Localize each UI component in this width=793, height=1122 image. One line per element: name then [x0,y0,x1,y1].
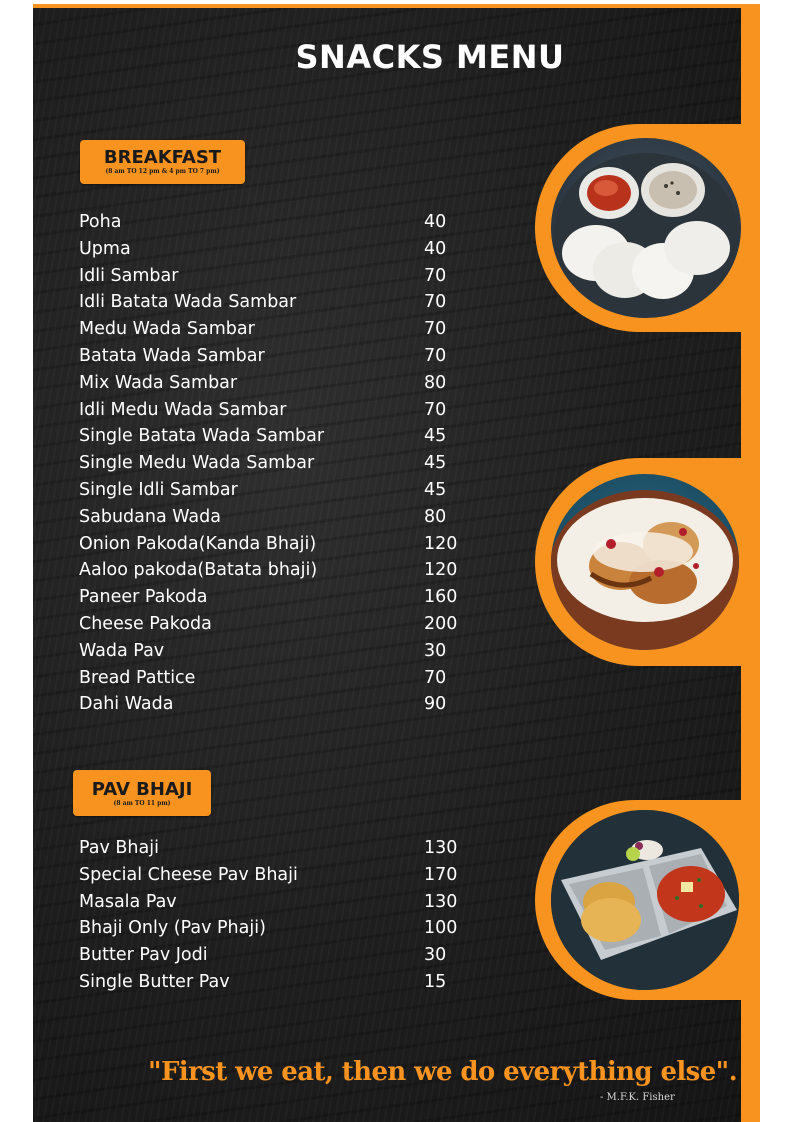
menu-item-price: 100 [424,918,458,939]
pav-bhaji-illustration [551,810,739,990]
menu-item [79,373,479,400]
idli-sambar-illustration [551,138,741,318]
menu-item-name: Masala Pav [79,891,177,912]
menu-item-name: Bread Pattice [79,667,196,688]
menu-item-name: Bhaji Only (Pav Phaji) [79,918,266,939]
menu-item [79,972,479,999]
menu-item [79,865,479,892]
menu-item-price: 170 [424,864,458,885]
menu-item-name: Idli Sambar [79,265,179,286]
menu-item-name: Poha [79,212,122,232]
menu-item [79,426,479,453]
quote-author: - M.F.K. Fisher [600,1092,675,1103]
menu-item-name: Single Medu Wada Sambar [79,453,315,474]
menu-item-name: Upma [79,238,131,259]
menu-item-name: Single Idli Sambar [79,479,238,500]
menu-item-price: 40 [424,238,447,259]
menu-item [79,292,479,319]
menu-item [79,918,479,945]
menu-item-name: Mix Wada Sambar [79,372,238,393]
pav-bhaji-photo-frame [535,800,760,1000]
menu-item [79,239,479,266]
menu-item-name: Butter Pav Jodi [79,945,208,966]
menu-item [79,587,479,614]
menu-item-name: Single Batata Wada Sambar [79,426,325,447]
breakfast-section-badge [80,140,245,184]
menu-item-name: Onion Pakoda(Kanda Bhaji) [79,533,317,554]
menu-item [79,641,479,668]
menu-item [79,453,479,480]
menu-item-name: Cheese Pakoda [79,613,212,634]
menu-item [79,694,479,721]
pav-bhaji-photo [551,810,739,990]
menu-item-name: Batata Wada Sambar [79,345,265,366]
menu-item [79,945,479,972]
menu-item-price: 70 [424,399,447,420]
menu-item-name: Pav Bhaji [79,838,159,858]
menu-item-name: Medu Wada Sambar [79,319,255,340]
menu-item-price: 70 [424,265,447,286]
menu-item-price: 160 [424,587,458,608]
menu-item-price: 45 [424,479,447,500]
menu-item-price: 130 [424,891,458,912]
menu-item [79,507,479,534]
menu-item-price: 80 [424,372,447,393]
menu-item-price: 90 [424,694,447,715]
menu-item [79,614,479,641]
menu-item-name: Idli Batata Wada Sambar [79,292,297,313]
menu-item [79,346,479,373]
menu-item-price: 130 [424,838,458,858]
pav-bhaji-menu-list [79,838,479,999]
menu-item-price: 70 [424,345,447,366]
breakfast-menu-list [79,212,479,721]
pav-bhaji-heading: PAV BHAJI [91,779,193,800]
menu-item [79,212,479,239]
menu-item [79,266,479,293]
menu-item [79,400,479,427]
menu-item-name: Idli Medu Wada Sambar [79,399,287,420]
menu-item-name: Sabudana Wada [79,506,221,527]
top-accent-border [33,4,760,8]
menu-item-price: 40 [424,212,447,232]
menu-item [79,892,479,919]
menu-item-price: 120 [424,560,458,581]
menu-item-price: 120 [424,533,458,554]
menu-item-name: Special Cheese Pav Bhaji [79,864,298,885]
menu-item-price: 80 [424,506,447,527]
menu-item-price: 45 [424,453,447,474]
menu-item-price: 30 [424,640,447,661]
menu-item-price: 45 [424,426,447,447]
menu-item-name: Paneer Pakoda [79,587,208,608]
breakfast-heading: BREAKFAST [103,147,222,168]
menu-item-price: 200 [424,613,458,634]
menu-item [79,838,479,865]
menu-item-name: Dahi Wada [79,694,174,715]
dahi-wada-illustration [551,474,739,650]
menu-item-name: Single Butter Pav [79,971,230,992]
pav-bhaji-hours: (8 am TO 11 pm) [113,800,171,807]
menu-item-name: Wada Pav [79,640,165,661]
menu-item-name: Aaloo pakoda(Batata bhaji) [79,560,318,581]
dahi-wada-photo-frame [535,458,760,666]
quote-text: "First we eat, then we do everything else". [148,1057,738,1087]
idli-photo-frame [535,124,760,332]
dahi-wada-photo [551,474,739,650]
menu-item-price: 30 [424,945,447,966]
menu-item-price: 70 [424,292,447,313]
idli-sambar-photo [551,138,741,318]
menu-item [79,560,479,587]
breakfast-hours: (8 am TO 12 pm & 4 pm TO 7 pm) [105,168,220,175]
menu-item [79,480,479,507]
menu-item-price: 70 [424,319,447,340]
menu-item-price: 70 [424,667,447,688]
menu-item [79,668,479,695]
page-title: SNACKS MENU [295,38,565,76]
pav-bhaji-section-badge [73,770,211,816]
menu-item [79,534,479,561]
menu-item [79,319,479,346]
menu-item-price: 15 [424,971,447,992]
